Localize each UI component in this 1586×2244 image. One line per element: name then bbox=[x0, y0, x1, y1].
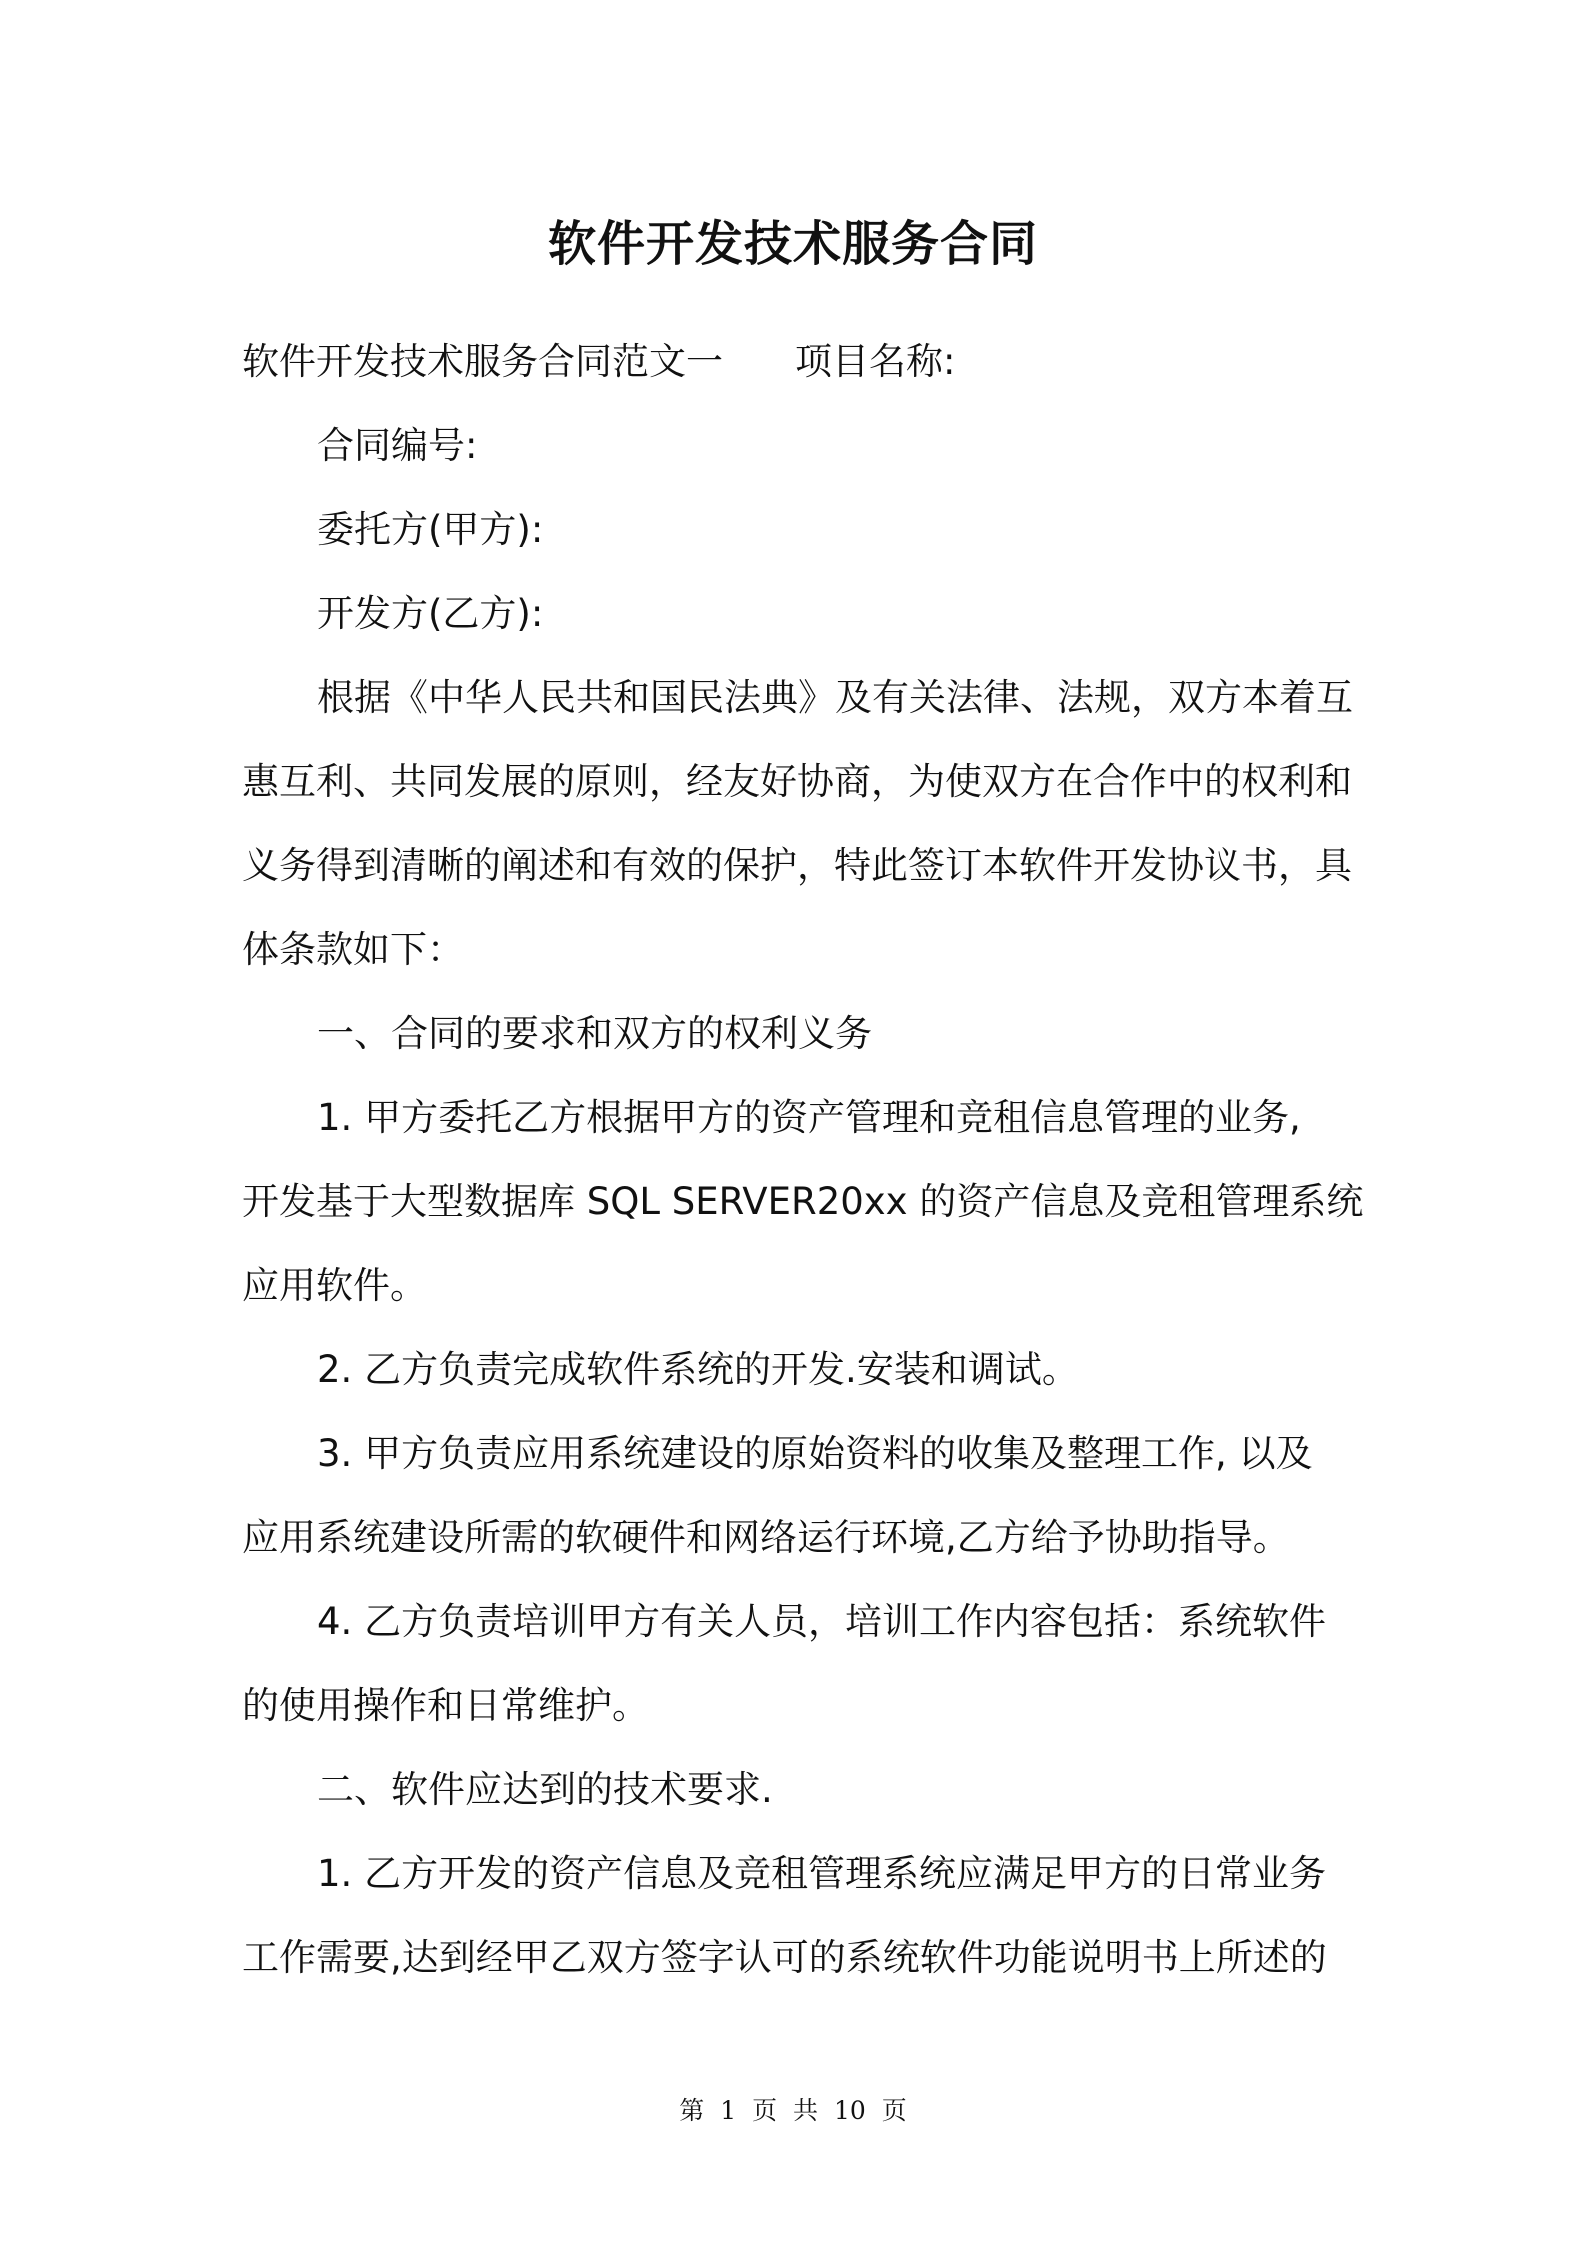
document-body bbox=[242, 320, 1364, 2000]
paragraph-line: 2. 乙方负责完成软件系统的开发.安装和调试。 bbox=[317, 1348, 1079, 1391]
paragraph-line: 根据《中华人民共和国民法典》及有关法律、法规，双方本着互 bbox=[317, 676, 1353, 719]
section-heading: 二、软件应达到的技术要求. bbox=[317, 1768, 773, 1811]
paragraph-line: 1. 乙方开发的资产信息及竞租管理系统应满足甲方的日常业务 bbox=[317, 1852, 1327, 1895]
contract-sample-label: 软件开发技术服务合同范文一 bbox=[242, 340, 723, 383]
paragraph-line: 开发基于大型数据库 SQL SERVER20xx 的资产信息及竞租管理系统 bbox=[242, 1180, 1364, 1223]
paragraph-line: 义务得到清晰的阐述和有效的保护，特此签订本软件开发协议书，具 bbox=[242, 844, 1352, 887]
section-heading: 一、合同的要求和双方的权利义务 bbox=[317, 1012, 872, 1055]
page-footer: 第 1 页 共 10 页 bbox=[679, 2096, 907, 2125]
paragraph-line: 3. 甲方负责应用系统建设的原始资料的收集及整理工作, 以及 bbox=[317, 1432, 1313, 1475]
paragraph-line: 1. 甲方委托乙方根据甲方的资产管理和竞租信息管理的业务, bbox=[317, 1096, 1301, 1139]
paragraph-line: 应用系统建设所需的软硬件和网络运行环境,乙方给予协助指导。 bbox=[242, 1516, 1290, 1559]
project-name-label: 项目名称: bbox=[795, 340, 956, 383]
paragraph-line: 体条款如下： bbox=[242, 928, 464, 971]
header-line bbox=[242, 320, 1358, 404]
developer-party-label: 开发方(乙方): bbox=[317, 592, 544, 635]
contract-number-label: 合同编号: bbox=[317, 424, 478, 467]
page-title: 软件开发技术服务合同 bbox=[547, 216, 1038, 272]
client-party-label: 委托方(甲方): bbox=[317, 508, 544, 551]
paragraph-line: 的使用操作和日常维护。 bbox=[242, 1684, 649, 1727]
paragraph-line: 应用软件。 bbox=[242, 1264, 427, 1307]
paragraph-line: 惠互利、共同发展的原则，经友好协商，为使双方在合作中的权利和 bbox=[242, 760, 1352, 803]
paragraph-line: 4. 乙方负责培训甲方有关人员，培训工作内容包括：系统软件 bbox=[317, 1600, 1327, 1643]
paragraph-line: 工作需要,达到经甲乙双方签字认可的系统软件功能说明书上所述的 bbox=[242, 1936, 1327, 1979]
